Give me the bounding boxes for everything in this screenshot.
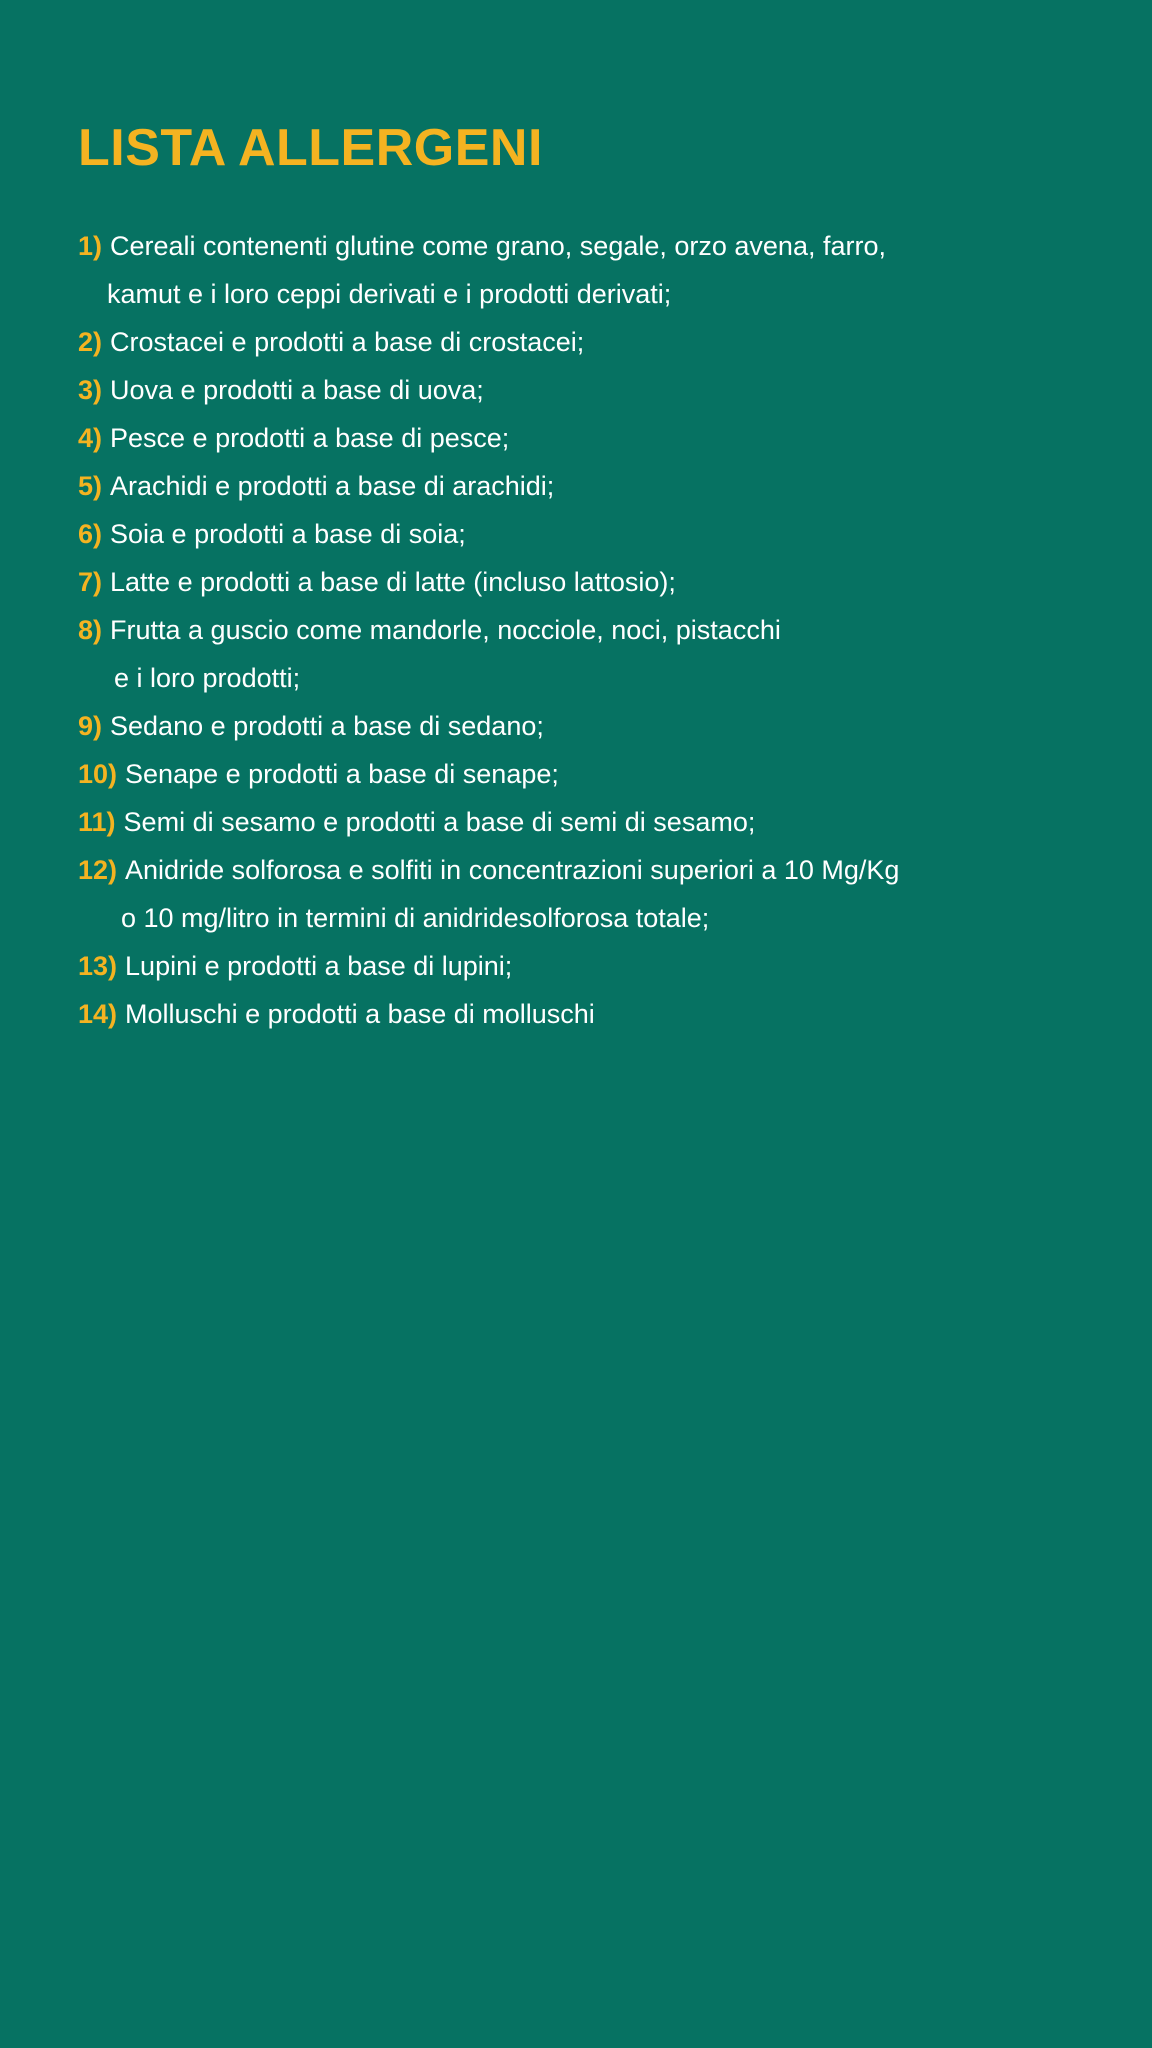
allergen-number: 6) — [78, 519, 103, 549]
allergen-text: Sedano e prodotti a base di sedano; — [110, 711, 544, 741]
allergen-item-3 — [78, 366, 1092, 414]
allergen-text-continuation: e i loro prodotti; — [114, 663, 301, 693]
allergen-text: Frutta a guscio come mandorle, nocciole, noci, pistacchi — [110, 615, 781, 645]
allergen-text: Pesce e prodotti a base di pesce; — [110, 423, 510, 453]
allergen-item-8 — [78, 606, 1092, 702]
allergen-number: 5) — [78, 471, 103, 501]
allergen-item-4 — [78, 414, 1092, 462]
allergen-text: Uova e prodotti a base di uova; — [110, 375, 484, 405]
allergen-number: 7) — [78, 567, 103, 597]
allergen-item-1 — [78, 222, 1092, 318]
allergen-item-2 — [78, 318, 1092, 366]
allergen-text-continuation: kamut e i loro ceppi derivati e i prodotti derivati; — [107, 279, 672, 309]
allergen-item-14 — [78, 990, 1092, 1038]
allergen-text: Latte e prodotti a base di latte (incluso lattosio); — [110, 567, 676, 597]
allergen-item-9 — [78, 702, 1092, 750]
allergen-item-12 — [78, 846, 1092, 942]
allergen-text: Crostacei e prodotti a base di crostacei; — [110, 327, 585, 357]
allergen-text: Arachidi e prodotti a base di arachidi; — [110, 471, 555, 501]
allergen-number: 2) — [78, 327, 103, 357]
allergen-number: 8) — [78, 615, 103, 645]
allergen-number: 10) — [78, 759, 118, 789]
allergen-number: 9) — [78, 711, 103, 741]
allergen-item-5 — [78, 462, 1092, 510]
allergen-text: Lupini e prodotti a base di lupini; — [125, 951, 513, 981]
allergen-text-continuation: o 10 mg/litro in termini di anidridesolforosa totale; — [121, 903, 710, 933]
allergen-list — [78, 222, 1092, 1038]
allergen-number: 11) — [78, 807, 116, 837]
allergen-number: 14) — [78, 999, 118, 1029]
allergen-text: Semi di sesamo e prodotti a base di semi di sesamo; — [123, 807, 756, 837]
allergen-text: Cereali contenenti glutine come grano, segale, orzo avena, farro, — [110, 231, 886, 261]
allergen-number: 3) — [78, 375, 103, 405]
allergen-number: 4) — [78, 423, 103, 453]
allergen-number: 13) — [78, 951, 118, 981]
allergen-text: Molluschi e prodotti a base di molluschi — [125, 999, 595, 1029]
allergen-item-7 — [78, 558, 1092, 606]
allergen-item-6 — [78, 510, 1092, 558]
allergen-item-10 — [78, 750, 1092, 798]
allergen-text: Soia e prodotti a base di soia; — [110, 519, 466, 549]
page-title: LISTA ALLERGENI — [78, 119, 543, 177]
allergen-item-13 — [78, 942, 1092, 990]
allergen-text: Senape e prodotti a base di senape; — [125, 759, 559, 789]
allergen-text: Anidride solforosa e solfiti in concentrazioni superiori a 10 Mg/Kg — [125, 855, 900, 885]
allergen-item-11 — [78, 798, 1092, 846]
allergen-number: 12) — [78, 855, 118, 885]
allergen-number: 1) — [78, 231, 103, 261]
